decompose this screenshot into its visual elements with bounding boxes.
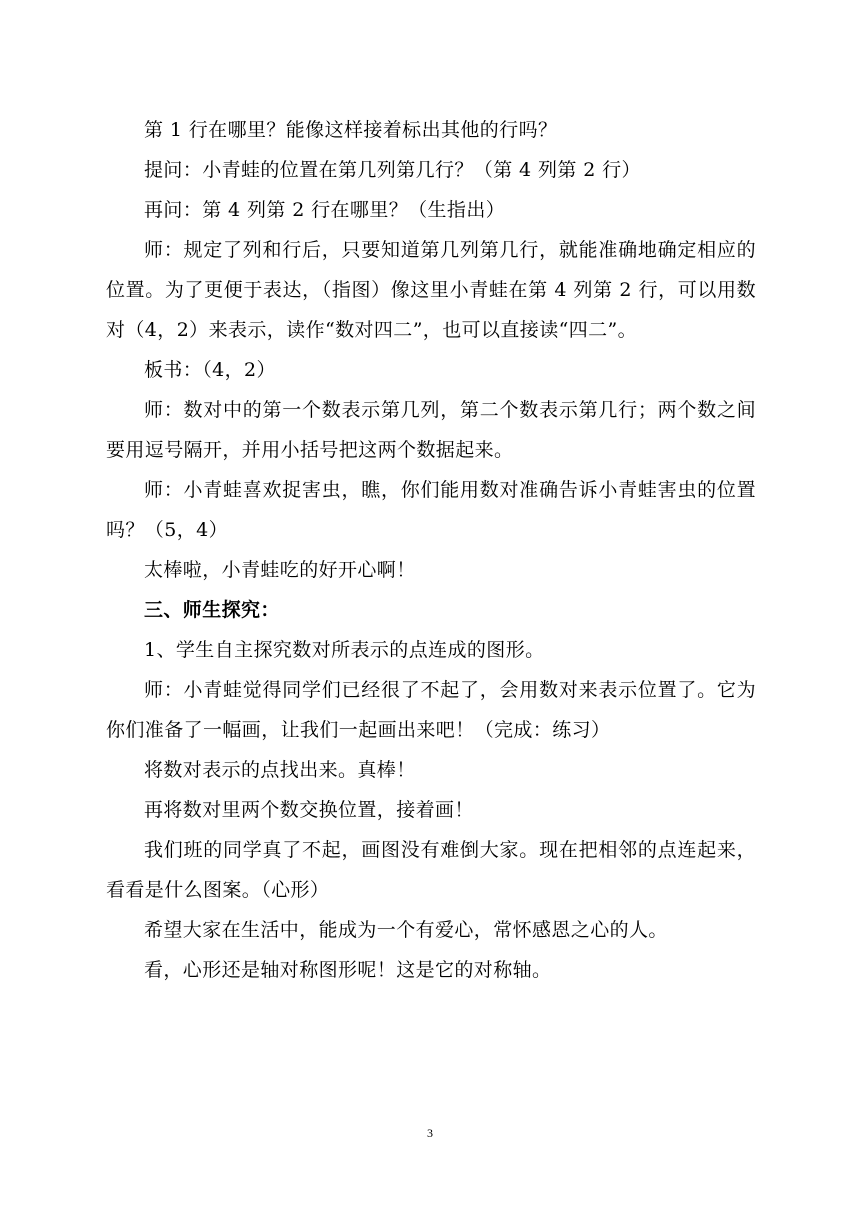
paragraph-3: 再问：第 4 列第 2 行在哪里？（生指出） <box>144 199 506 221</box>
paragraph-16: 看，心形还是轴对称图形呢！这是它的对称轴。 <box>144 959 552 981</box>
paragraph-14: 我们班的同学真了不起，画图没有难倒大家。现在把相邻的点连起来，看看是什么图案。（心形） <box>106 839 756 901</box>
paragraph-8: 太棒啦，小青蛙吃的好开心啊！ <box>144 559 416 581</box>
paragraph-11: 师：小青蛙觉得同学们已经很了不起了，会用数对来表示位置了。它为你们准备了一幅画，让我们一起画出来吧！（完成：练习） <box>106 679 756 741</box>
paragraph-6: 师：数对中的第一个数表示第几列，第二个数表示第几行；两个数之间要用逗号隔开，并用小括号把这两个数据起来。 <box>106 399 756 461</box>
page-number: 3 <box>427 1126 433 1140</box>
paragraph-15: 希望大家在生活中，能成为一个有爱心，常怀感恩之心的人。 <box>144 919 668 941</box>
paragraph-12: 将数对表示的点找出来。真棒！ <box>144 759 416 781</box>
paragraph-4: 师：规定了列和行后，只要知道第几列第几行，就能准确地确定相应的位置。为了更便于表达，（指图）像这里小青蛙在第 4 列第 2 行，可以用数对（4，2）来表示，读作“数对四二”，也可以直接读“四二”。 <box>106 239 756 341</box>
paragraph-7: 师：小青蛙喜欢捉害虫，瞧，你们能用数对准确告诉小青蛙害虫的位置吗？（5，4） <box>106 479 756 541</box>
paragraph-5: 板书：（4，2） <box>144 359 276 381</box>
document-body <box>106 110 756 990</box>
section-heading: 三、师生探究： <box>144 599 280 621</box>
paragraph-2: 提问：小青蛙的位置在第几列第几行？（第 4 列第 2 行） <box>144 159 641 181</box>
paragraph-1: 第 1 行在哪里？能像这样接着标出其他的行吗？ <box>144 119 558 141</box>
paragraph-13: 再将数对里两个数交换位置，接着画！ <box>144 799 474 821</box>
paragraph-10: 1、学生自主探究数对所表示的点连成的图形。 <box>144 639 545 661</box>
